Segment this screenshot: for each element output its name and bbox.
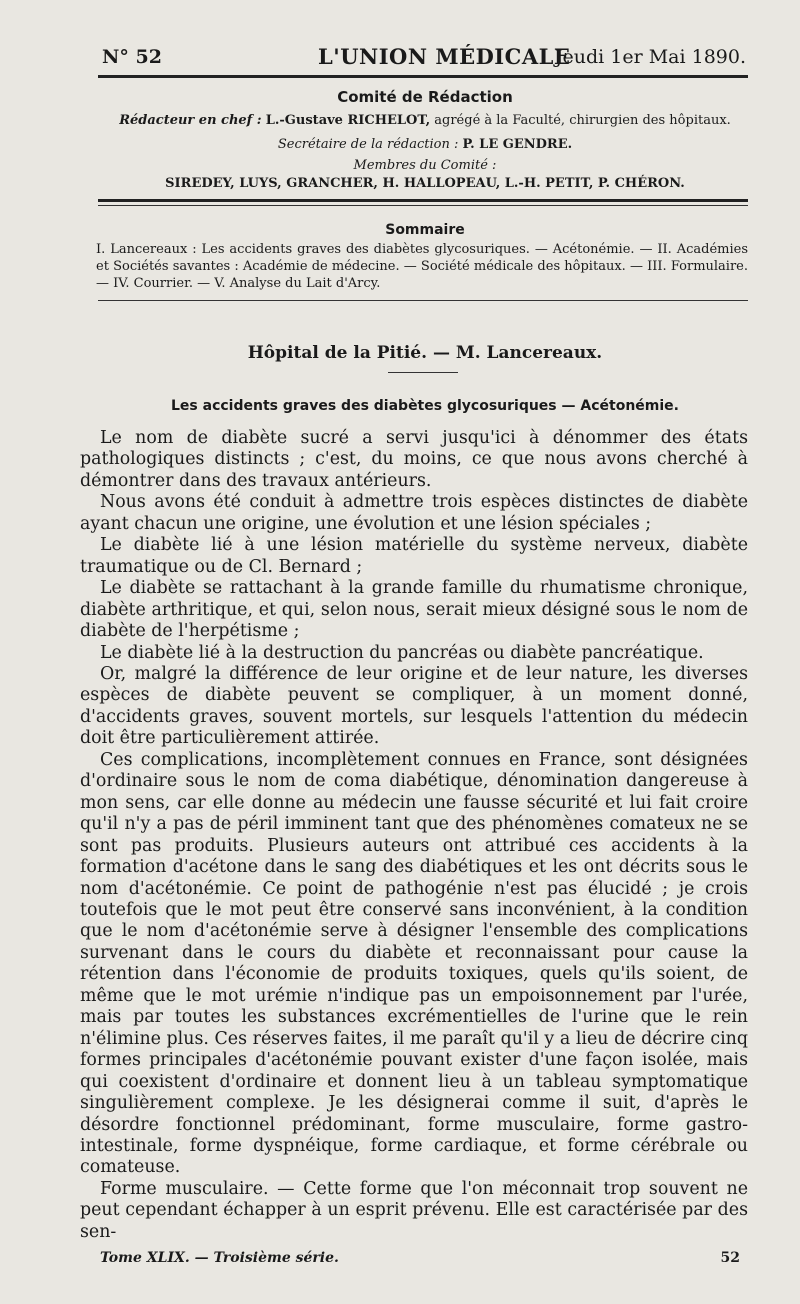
comite-title: Comité de Rédaction	[337, 88, 513, 106]
paragraph: Le diabète lié à une lésion matérielle du système nerveux, diabète traumatique ou de Cl. Bernard ;	[80, 535, 748, 577]
editor-title: agrégé à la Faculté, chirurgien des hôpitaux.	[434, 113, 731, 128]
paragraph: Forme musculaire. — Cette forme que l'on méconnait trop souvent ne peut cependant échapper à un esprit prévenu. Elle est caractérisée par des sen-	[80, 1178, 748, 1242]
editor-name: L.-Gustave RICHELOT,	[265, 113, 431, 128]
sommaire-title: Sommaire	[385, 222, 465, 238]
issue-date: Jeudi 1er Mai 1890.	[554, 46, 746, 68]
article-title: Les accidents graves des diabètes glycosuriques — Acétonémie.	[171, 398, 679, 414]
comite-rule-top	[98, 199, 748, 202]
paragraph: Le diabète se rattachant à la grande famille du rhumatisme chronique, diabète arthritique, et qui, selon nous, serait mieux désigné sous le nom de diabète de l'herpétisme ;	[80, 578, 748, 642]
paragraph: Ces complications, incomplètement connues en France, sont désignées d'ordinaire sous le nom de coma diabétique, dénomination dangereuse à mon sens, car elle donne au médecin une fausse sécurité et lui fait croire qu'il n'y a pas de péril imminent tant que des phénomènes comateux ne se sont pas produits. Plusieurs auteurs ont attribué ces accidents à la formation d'acétone dans le sang des diabétiques et les ont décrits sous le nom d'acétonémie. Ce point de pathogénie n'est pas élucidé ; je crois toutefois que le mot peut être conservé sans inconvénient, à la condition que le nom d'acétonémie serve à désigner l'ensemble des complications survenant dans le cours du diabète et reconnaissant pour cause la rétention dans l'économie de produits toxiques, quels qu'ils soient, de même que le mot urémie n'indique pas un empoisonnement par l'urée, mais par toutes les substances excrémentielles de l'urine que le rein n'élimine plus. Ces réserves faites, il me paraît qu'il y a lieu de décrire cinq formes principales d'acétonémie pouvant exister d'une façon isolée, mais qui coexistent d'ordinaire et donnent lieu à un tableau symptomatique singulièrement complexe. Je les désignerai comme il suit, d'après le désordre fonctionnel prédominant, forme musculaire, forme gastro-intestinale, forme dyspnéique, forme cardiaque, et forme cérébrale ou comateuse.	[80, 749, 748, 1178]
page-number: 52	[720, 1250, 740, 1266]
issue-number: N° 52	[102, 46, 162, 68]
comite-secretary-line	[100, 137, 750, 152]
article-body	[80, 428, 748, 1243]
comite-editor-line	[100, 113, 750, 128]
secretary-name: P. LE GENDRE.	[462, 137, 573, 152]
comite-members: SIREDEY, LUYS, GRANCHER, H. HALLOPEAU, L.-H. PETIT, P. CHÉRON.	[165, 176, 685, 191]
journal-title: L'UNION MÉDICALE	[318, 44, 571, 69]
page-footer	[100, 1250, 740, 1274]
sommaire-paragraph: I. Lancereaux : Les accidents graves des diabètes glycosuriques. — Acétonémie. — II. Académies et Sociétés savantes : Académie de médecine. — Société médicale des hôpitaux. — III. Formulaire. — IV. Courrier. — V. Analyse du Lait d'Arcy.	[96, 242, 748, 291]
header-rule	[98, 75, 748, 78]
section-rule	[388, 372, 458, 373]
sommaire-text	[96, 241, 748, 292]
secretary-label: Secrétaire de la rédaction :	[277, 137, 459, 152]
editor-label: Rédacteur en chef :	[119, 113, 262, 128]
comite-rule-bottom	[98, 205, 748, 206]
sommaire-rule	[98, 300, 748, 301]
paragraph: Le diabète lié à la destruction du pancréas ou diabète pancréatique.	[100, 642, 704, 663]
volume-line: Tome XLIX. — Troisième série.	[100, 1250, 339, 1266]
paragraph: Or, malgré la différence de leur origine et de leur nature, les diverses espèces de diabète peuvent se compliquer, à un moment donné, d'accidents graves, souvent mortels, sur lesquels l'attention du médecin doit être particulièrement attirée.	[80, 663, 748, 749]
comite-members-label: Membres du Comité :	[353, 158, 497, 173]
running-header	[70, 44, 746, 74]
section-heading: Hôpital de la Pitié. — M. Lancereaux.	[247, 343, 603, 363]
paragraph: Nous avons été conduit à admettre trois espèces distinctes de diabète ayant chacun une origine, une évolution et une lésion spéciales ;	[80, 492, 748, 534]
paragraph: Le nom de diabète sucré a servi jusqu'ici à dénommer des états pathologiques distincts ; c'est, du moins, ce que nous avons cherché à démontrer dans des travaux antérieurs.	[80, 428, 748, 491]
